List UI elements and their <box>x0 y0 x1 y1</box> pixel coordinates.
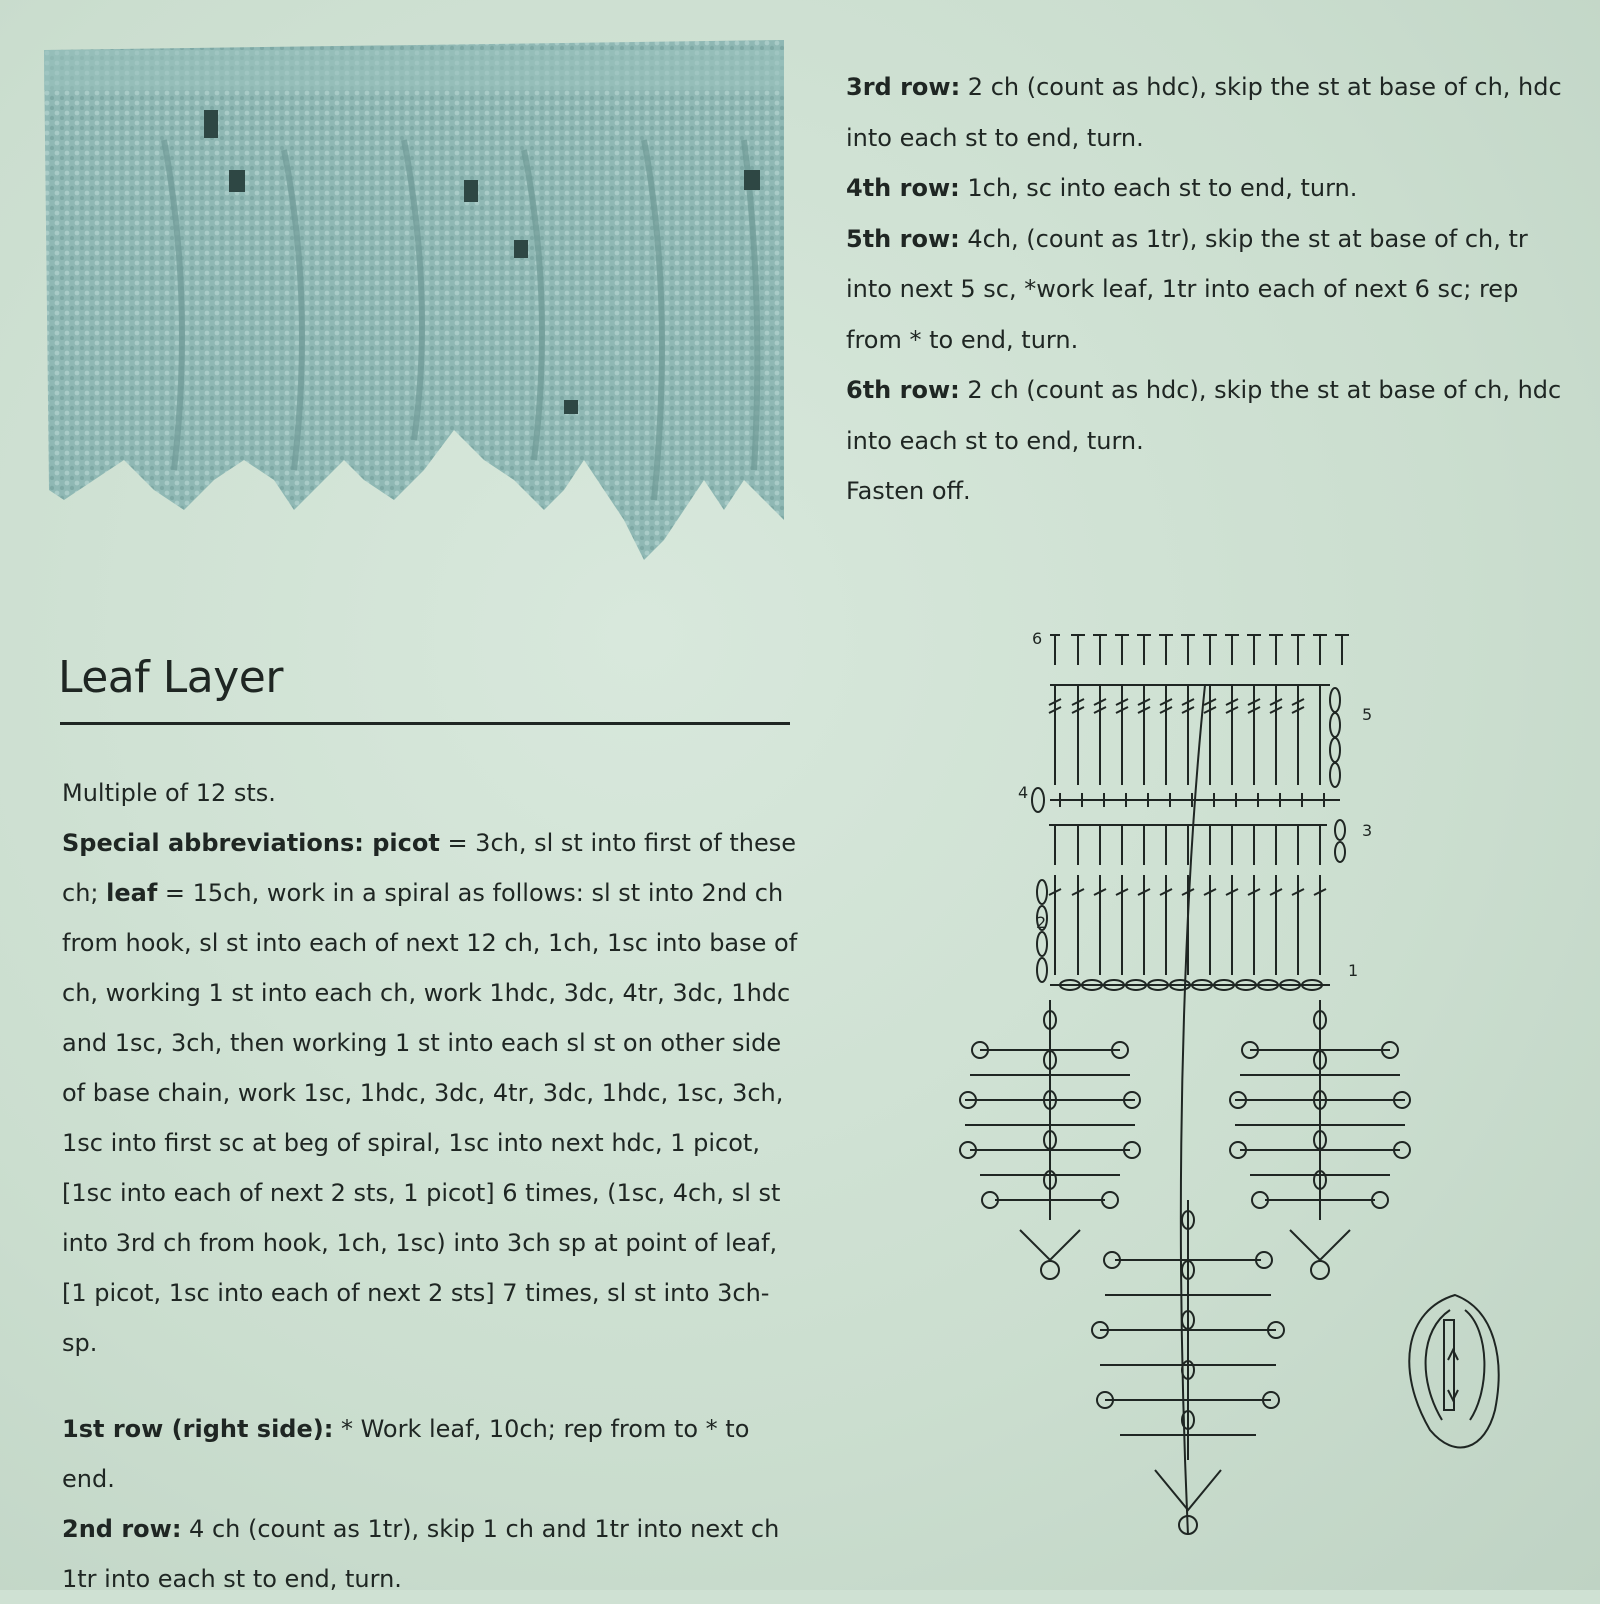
continued-instructions <box>846 62 1566 517</box>
chart-row-label-3: 3 <box>1362 821 1373 840</box>
stitch-chart <box>950 630 1550 1550</box>
chart-row-label-5: 5 <box>1362 705 1373 724</box>
fasten-off: Fasten off. <box>846 477 971 505</box>
chart-row-label-4: 4 <box>1018 783 1029 802</box>
row-6-instruction: 6th row: 2 ch (count as hdc), skip the st at base of ch, hdc into each st to end, turn. <box>846 376 1562 455</box>
row-5-instruction: 5th row: 4ch, (count as 1tr), skip the st at base of ch, tr into next 5 sc, *work leaf, 1tr into each of next 6 sc; rep from * to end, turn. <box>846 224 1528 354</box>
multiple-note: Multiple of 12 sts. <box>62 779 276 807</box>
leaf-direction-diagram <box>1409 1295 1498 1447</box>
row-2-instruction: 2nd row: 4 ch (count as 1tr), skip 1 ch and 1tr into next ch 1tr into each st to end, turn. <box>62 1515 780 1593</box>
row-1-instruction: 1st row (right side): * Work leaf, 10ch; rep from to * to end. <box>62 1415 750 1493</box>
pattern-instructions <box>62 768 802 1604</box>
leaf-chart-left <box>960 1000 1140 1279</box>
row-3-instruction: 3rd row: 2 ch (count as hdc), skip the st at base of ch, hdc into each st to end, turn. <box>846 73 1562 152</box>
crochet-swatch-photo <box>44 40 784 560</box>
chart-row-label-2: 2 <box>1036 913 1047 932</box>
chart-row-label-6: 6 <box>1032 630 1043 648</box>
leaf-chart-center <box>1092 1200 1284 1534</box>
special-abbreviations: Special abbreviations: picot = 3ch, sl st into first of these ch; leaf = 15ch, work in a spiral as follows: sl st into 2nd ch from hook, sl st into each of next 12 ch, 1ch, 1sc into base of ch, working 1 st into each ch, work 1hdc, 3dc, 4tr, 3dc, 1hdc and 1sc, 3ch, then working 1 st into each sl st on other side of base chain, work 1sc, 1hdc, 3dc, 4tr, 3dc, 1hdc, 1sc, 3ch, 1sc into first sc at beg of spiral, 1sc into next hdc, 1 picot, [1sc into each of next 2 sts, 1 picot] 6 times, (1sc, 4ch, sl st into 3rd ch from hook, 1ch, 1sc) into 3ch sp at point of leaf, [1 picot, 1sc into each of next 2 sts] 7 times, sl st into 3ch-sp. <box>62 829 798 1357</box>
chart-row-label-1: 1 <box>1348 961 1359 980</box>
title-rule <box>60 722 790 725</box>
row-4-instruction: 4th row: 1ch, sc into each st to end, turn. <box>846 174 1358 202</box>
section-title: Leaf Layer <box>58 652 283 703</box>
leaf-chart-right <box>1230 1000 1410 1279</box>
